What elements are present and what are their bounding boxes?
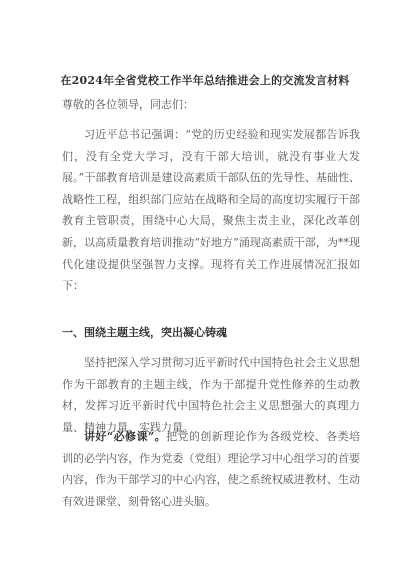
paragraph-lead: 讲好“必修课”。 [84,430,167,443]
paragraph-text: 把党的创新理论作为各级党校、各类培训的必学内容，作为党委（党组）理论学习中心组学习的首要内容，作为干部学习的中心内容，使之系统权威进教材、生动有效进课堂、刻骨铭心进头脑。 [62,430,361,508]
document-title: 在2024年全省党校工作半年总结推进会上的交流发言材料 [60,74,350,87]
paragraph-required-course [62,426,360,512]
paragraph-section-1: 坚持把深入学习贯彻习近平新时代中国特色社会主义思想作为干部教育的主题主线，作为干部提升党性修养的生动教材，发挥习近平新时代中国特色社会主义思想强大的真理力量、精神力量、实践力量。 [62,356,360,434]
section-heading-1: 一、围绕主题主线，突出凝心铸魂 [62,326,227,339]
paragraph-intro: 习近平总书记强调：“党的历史经验和现实发展都告诉我们，没有全党大学习，没有干部大培训，就没有事业大发展。”干部教育培训是建设高素质干部队伍的先导性、基础性、战略性工程，组织部门应站在战略和全局的高度切实履行干部教育主管职责，围绕中心大局，聚焦主责主业，深化改革创新，以高质量教育培训推动“好地方”涌现高素质干部，为**现代化建设提供坚强智力支撑。现将有关工作进展情况汇报如下： [62,128,360,293]
salutation: 尊敬的各位领导，同志们： [62,98,194,111]
